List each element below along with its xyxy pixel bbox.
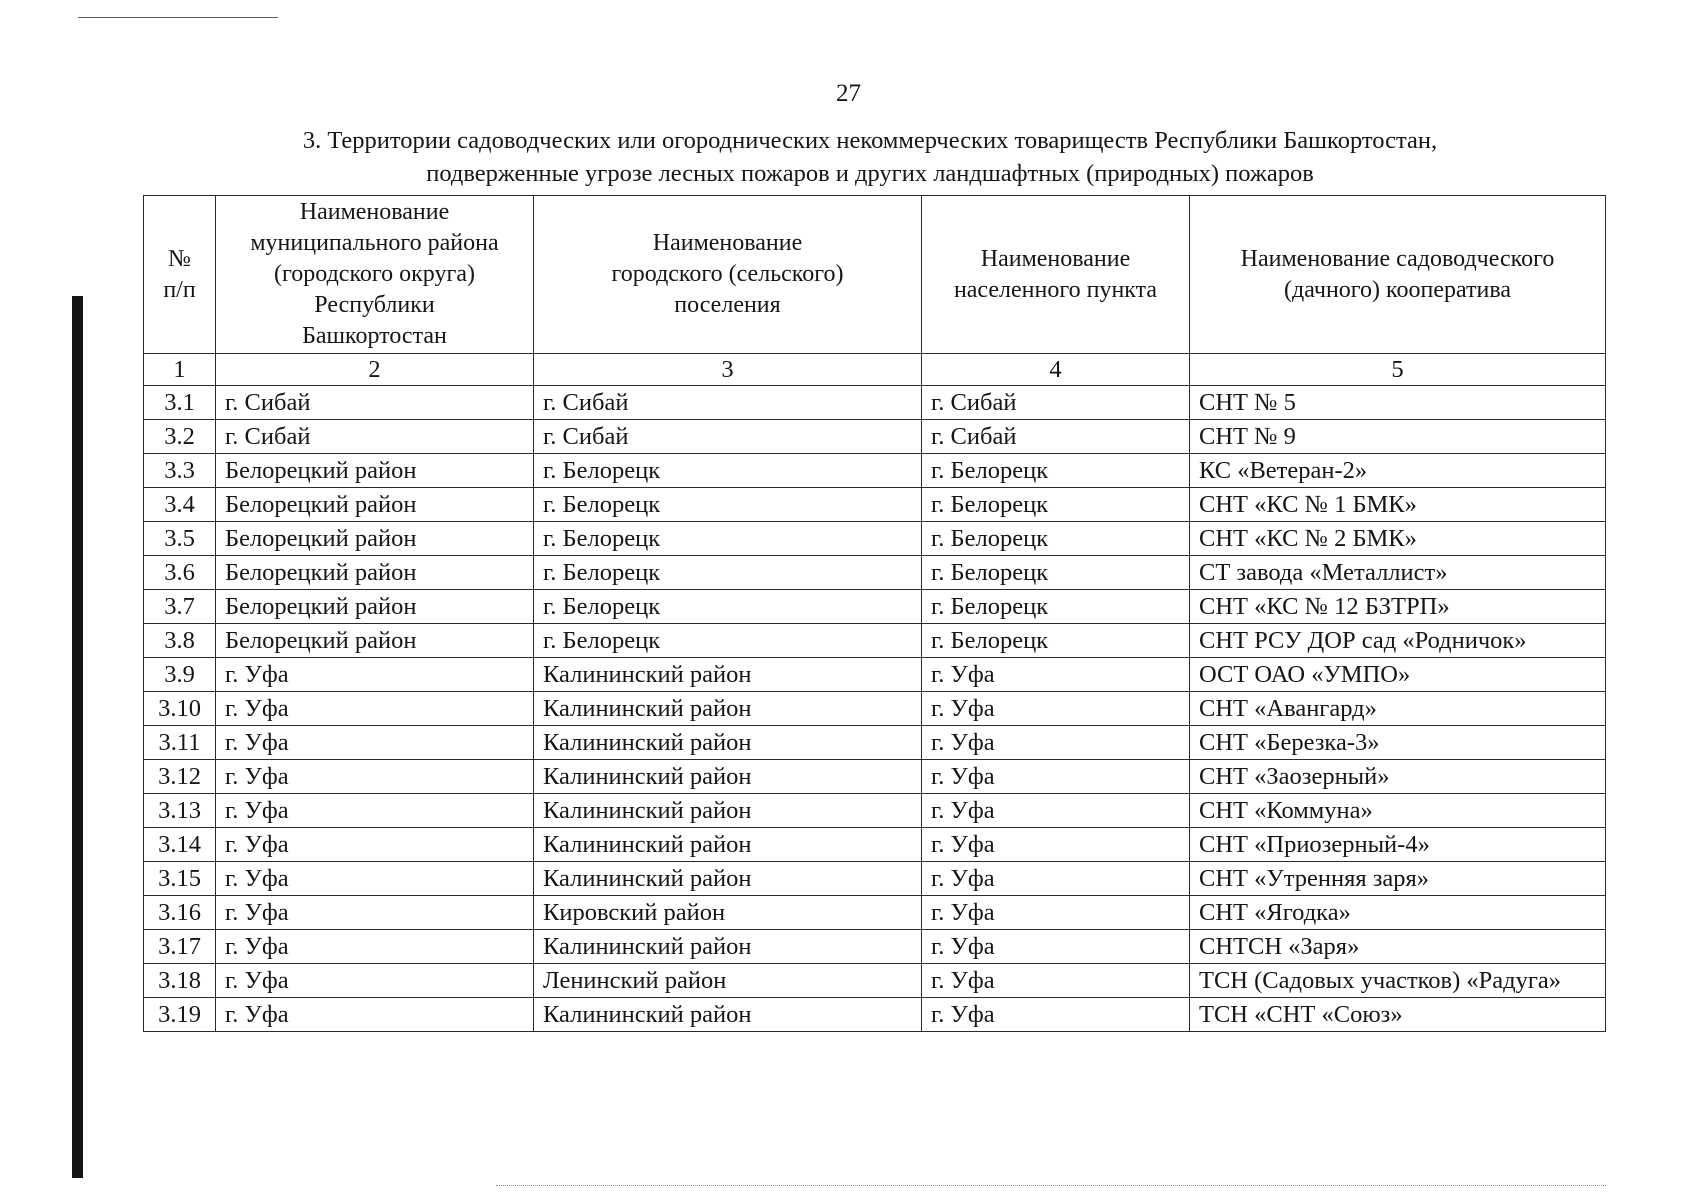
cell-col-num: 3.11 — [144, 726, 216, 760]
header-line: Башкортостан — [302, 323, 447, 349]
cell-col-locality: г. Уфа — [922, 828, 1190, 862]
cell-col-locality: г. Сибай — [922, 386, 1190, 420]
cell-col-num: 3.18 — [144, 964, 216, 998]
cell-col-num: 3.3 — [144, 454, 216, 488]
header-line: п/п — [163, 276, 196, 303]
document-title-line: подверженные угрозе лесных пожаров и других ландшафтных (природных) пожаров — [426, 160, 1314, 187]
column-number-col-district: 2 — [216, 354, 534, 386]
document-title — [160, 124, 1580, 190]
header-line: Республики — [314, 292, 435, 318]
header-line: населенного пункта — [953, 276, 1158, 303]
cell-col-settlement: Калининский район — [534, 760, 922, 794]
cell-col-num: 3.13 — [144, 794, 216, 828]
cell-col-cooperative: СНТСН «Заря» — [1190, 930, 1606, 964]
cell-col-cooperative: СНТ № 9 — [1190, 420, 1606, 454]
table-row — [144, 862, 1606, 896]
cell-col-num: 3.14 — [144, 828, 216, 862]
cell-col-cooperative: СТ завода «Металлист» — [1190, 556, 1606, 590]
cell-col-district: г. Уфа — [216, 692, 534, 726]
cell-col-district: г. Уфа — [216, 998, 534, 1032]
header-col-district — [216, 196, 534, 354]
cell-col-settlement: Ленинский район — [534, 964, 922, 998]
scan-artifact-bottom-line — [496, 1185, 1606, 1186]
cell-col-num: 3.12 — [144, 760, 216, 794]
table-row — [144, 930, 1606, 964]
table-row — [144, 454, 1606, 488]
cell-col-settlement: г. Белорецк — [534, 522, 922, 556]
table-row — [144, 420, 1606, 454]
header-line: (городского округа) — [274, 261, 475, 287]
column-number-col-locality: 4 — [922, 354, 1190, 386]
header-line: городского (сельского) — [611, 261, 844, 287]
table-row — [144, 692, 1606, 726]
cell-col-cooperative: СНТ «Заозерный» — [1190, 760, 1606, 794]
table-row — [144, 658, 1606, 692]
table-row — [144, 794, 1606, 828]
cell-col-settlement: г. Белорецк — [534, 624, 922, 658]
cell-col-locality: г. Уфа — [922, 794, 1190, 828]
cell-col-locality: г. Уфа — [922, 692, 1190, 726]
cell-col-district: г. Уфа — [216, 896, 534, 930]
cell-col-settlement: г. Белорецк — [534, 454, 922, 488]
cell-col-locality: г. Белорецк — [922, 454, 1190, 488]
cell-col-num: 3.9 — [144, 658, 216, 692]
table-body — [144, 386, 1606, 1032]
cell-col-district: Белорецкий район — [216, 488, 534, 522]
header-col-locality — [922, 196, 1190, 354]
cell-col-cooperative: СНТ «КС № 2 БМК» — [1190, 522, 1606, 556]
cell-col-locality: г. Белорецк — [922, 624, 1190, 658]
table-row — [144, 760, 1606, 794]
snt-territories-table — [143, 195, 1606, 1032]
cell-col-locality: г. Уфа — [922, 862, 1190, 896]
header-line: муниципального района — [250, 230, 499, 256]
cell-col-num: 3.5 — [144, 522, 216, 556]
cell-col-settlement: Калининский район — [534, 828, 922, 862]
cell-col-num: 3.15 — [144, 862, 216, 896]
header-line: поселения — [674, 292, 781, 318]
cell-col-settlement: Калининский район — [534, 692, 922, 726]
table-row — [144, 556, 1606, 590]
cell-col-locality: г. Белорецк — [922, 488, 1190, 522]
cell-col-cooperative: СНТ № 5 — [1190, 386, 1606, 420]
cell-col-num: 3.10 — [144, 692, 216, 726]
header-line: (дачного) кооператива — [1283, 276, 1511, 303]
cell-col-locality: г. Уфа — [922, 658, 1190, 692]
table-column-number-row — [144, 354, 1606, 386]
cell-col-locality: г. Белорецк — [922, 522, 1190, 556]
cell-col-cooperative: СНТ «Приозерный-4» — [1190, 828, 1606, 862]
cell-col-district: Белорецкий район — [216, 590, 534, 624]
column-number-col-settlement: 3 — [534, 354, 922, 386]
cell-col-district: Белорецкий район — [216, 454, 534, 488]
cell-col-settlement: г. Сибай — [534, 386, 922, 420]
cell-col-cooperative: СНТ «КС № 1 БМК» — [1190, 488, 1606, 522]
cell-col-num: 3.19 — [144, 998, 216, 1032]
table-row — [144, 726, 1606, 760]
cell-col-locality: г. Уфа — [922, 760, 1190, 794]
cell-col-locality: г. Уфа — [922, 998, 1190, 1032]
cell-col-locality: г. Уфа — [922, 896, 1190, 930]
cell-col-settlement: Калининский район — [534, 726, 922, 760]
cell-col-district: г. Уфа — [216, 964, 534, 998]
scan-artifact-left-bar — [72, 296, 83, 1178]
cell-col-locality: г. Уфа — [922, 964, 1190, 998]
cell-col-district: г. Уфа — [216, 760, 534, 794]
cell-col-locality: г. Уфа — [922, 726, 1190, 760]
cell-col-settlement: г. Белорецк — [534, 488, 922, 522]
cell-col-settlement: Кировский район — [534, 896, 922, 930]
cell-col-locality: г. Белорецк — [922, 556, 1190, 590]
cell-col-cooperative: ТСН «СНТ «Союз» — [1190, 998, 1606, 1032]
cell-col-cooperative: ТСН (Садовых участков) «Радуга» — [1190, 964, 1606, 998]
cell-col-district: Белорецкий район — [216, 556, 534, 590]
cell-col-locality: г. Белорецк — [922, 590, 1190, 624]
cell-col-num: 3.4 — [144, 488, 216, 522]
cell-col-num: 3.2 — [144, 420, 216, 454]
cell-col-cooperative: СНТ РСУ ДОР сад «Родничок» — [1190, 624, 1606, 658]
table-row — [144, 828, 1606, 862]
table-row — [144, 386, 1606, 420]
table-row — [144, 590, 1606, 624]
cell-col-settlement: г. Белорецк — [534, 556, 922, 590]
cell-col-settlement: Калининский район — [534, 998, 922, 1032]
cell-col-num: 3.1 — [144, 386, 216, 420]
cell-col-district: г. Уфа — [216, 658, 534, 692]
cell-col-num: 3.6 — [144, 556, 216, 590]
cell-col-locality: г. Уфа — [922, 930, 1190, 964]
cell-col-settlement: Калининский район — [534, 862, 922, 896]
header-line: Наименование — [980, 245, 1131, 272]
cell-col-district: г. Сибай — [216, 420, 534, 454]
cell-col-settlement: Калининский район — [534, 930, 922, 964]
cell-col-district: г. Уфа — [216, 828, 534, 862]
header-col-cooperative — [1190, 196, 1606, 354]
cell-col-district: г. Сибай — [216, 386, 534, 420]
cell-col-cooperative: СНТ «Авангард» — [1190, 692, 1606, 726]
cell-col-cooperative: СНТ «Ягодка» — [1190, 896, 1606, 930]
cell-col-num: 3.17 — [144, 930, 216, 964]
table-row — [144, 624, 1606, 658]
cell-col-district: г. Уфа — [216, 794, 534, 828]
cell-col-district: Белорецкий район — [216, 624, 534, 658]
cell-col-cooperative: СНТ «Коммуна» — [1190, 794, 1606, 828]
cell-col-settlement: Калининский район — [534, 794, 922, 828]
table-header-row — [144, 196, 1606, 354]
cell-col-settlement: г. Белорецк — [534, 590, 922, 624]
cell-col-cooperative: ОСТ ОАО «УМПО» — [1190, 658, 1606, 692]
header-col-num — [144, 196, 216, 354]
cell-col-cooperative: СНТ «КС № 12 БЗТРП» — [1190, 590, 1606, 624]
cell-col-cooperative: СНТ «Березка-3» — [1190, 726, 1606, 760]
table-row — [144, 998, 1606, 1032]
cell-col-num: 3.16 — [144, 896, 216, 930]
document-title-line: 3. Территории садоводческих или огороднических некоммерческих товариществ Республики Башкортостан, — [302, 127, 1438, 154]
cell-col-locality: г. Сибай — [922, 420, 1190, 454]
header-line: Наименование — [652, 230, 803, 256]
table-row — [144, 488, 1606, 522]
cell-col-settlement: г. Сибай — [534, 420, 922, 454]
cell-col-settlement: Калининский район — [534, 658, 922, 692]
cell-col-district: г. Уфа — [216, 862, 534, 896]
cell-col-district: Белорецкий район — [216, 522, 534, 556]
cell-col-cooperative: СНТ «Утренняя заря» — [1190, 862, 1606, 896]
header-line: Наименование — [299, 199, 450, 225]
header-col-settlement — [534, 196, 922, 354]
table-row — [144, 896, 1606, 930]
cell-col-district: г. Уфа — [216, 930, 534, 964]
page-number: 27 — [836, 80, 861, 107]
cell-col-cooperative: КС «Ветеран-2» — [1190, 454, 1606, 488]
scan-artifact-top-line — [78, 17, 278, 18]
column-number-col-cooperative: 5 — [1190, 354, 1606, 386]
cell-col-num: 3.8 — [144, 624, 216, 658]
table-row — [144, 522, 1606, 556]
header-line: № — [168, 245, 191, 272]
cell-col-num: 3.7 — [144, 590, 216, 624]
header-line: Наименование садоводческого — [1240, 245, 1555, 272]
cell-col-district: г. Уфа — [216, 726, 534, 760]
column-number-col-num: 1 — [144, 354, 216, 386]
table-row — [144, 964, 1606, 998]
